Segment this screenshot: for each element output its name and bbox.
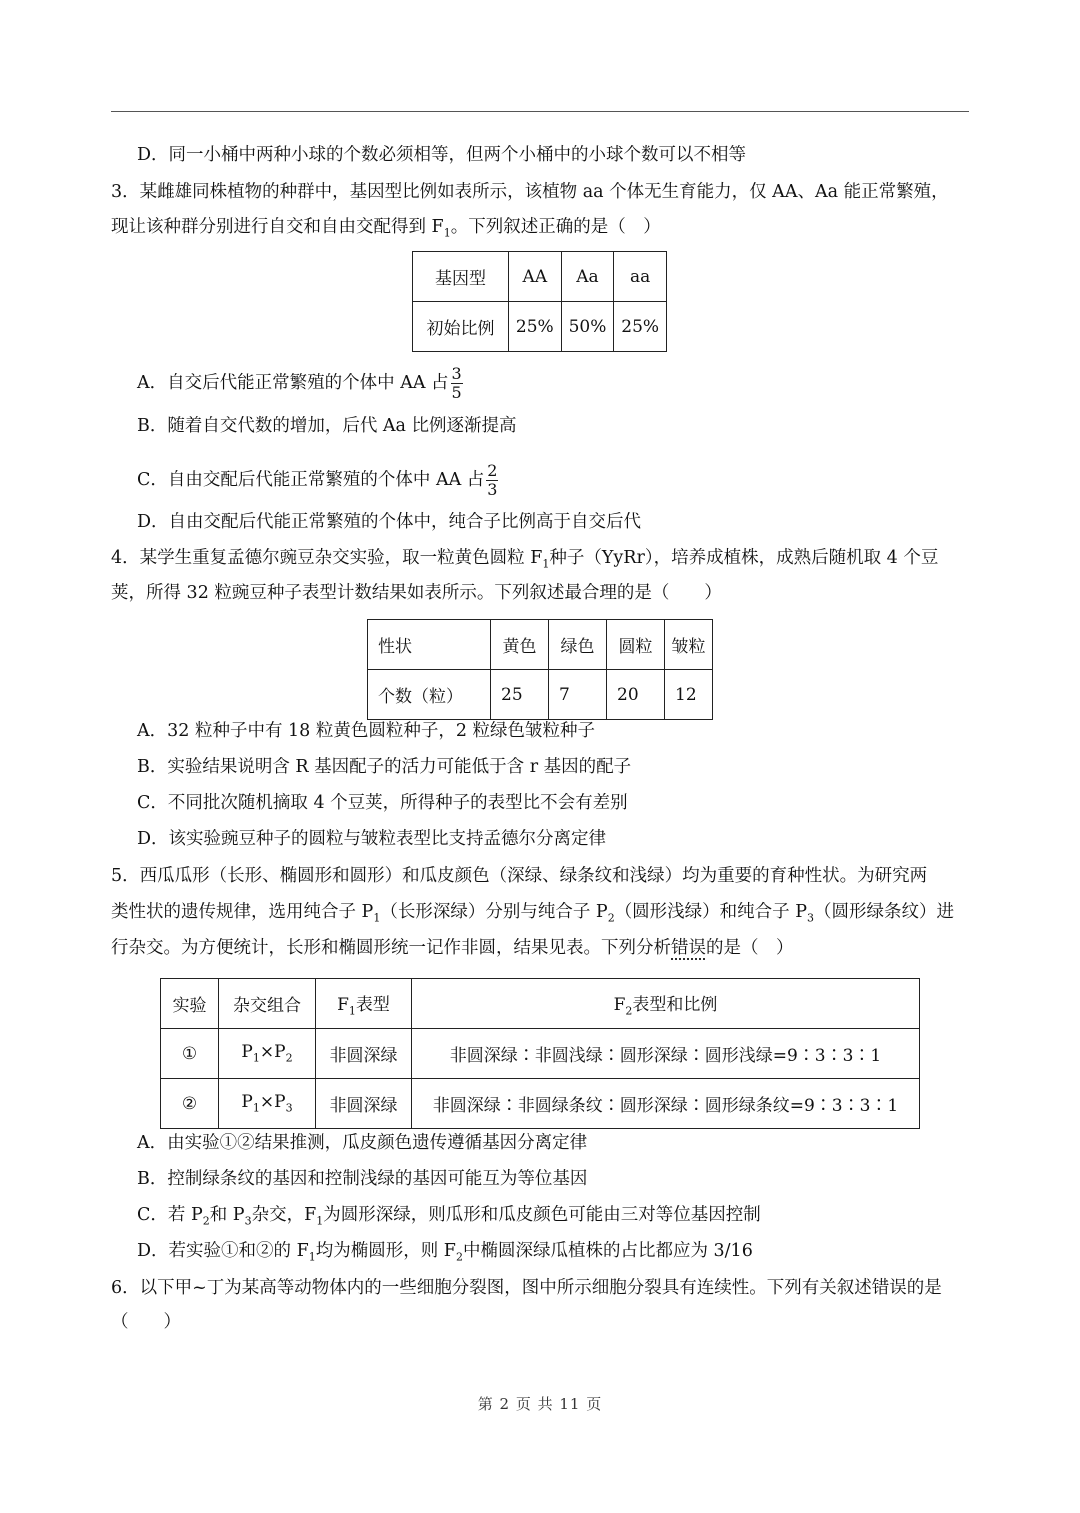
q5-r2-f1: 非圆深绿 — [316, 1079, 412, 1129]
q4-th-wrinkled: 皱粒 — [665, 620, 713, 670]
emphasis-wrong: 错误 — [671, 938, 706, 958]
q5-r1-f2: 非圆深绿∶非圆浅绿∶圆形深绿∶圆形浅绿=9∶3∶3∶1 — [412, 1029, 920, 1079]
q3-th-AA: AA — [509, 252, 562, 302]
header-rule — [111, 111, 969, 112]
q4-th-round: 圆粒 — [607, 620, 665, 670]
q5-th-f1: $F_1$表型 — [316, 979, 412, 1029]
q4-stem-line1: 4．某学生重复孟德尔豌豆杂交实验，取一粒黄色圆粒 $F_1$种子（YyRr），培养成植株，成熟后随机取 4 个豆 — [111, 548, 939, 571]
q3-option-c: C．自由交配后代能正常繁殖的个体中 AA 占 $\frac{2}{3}$ — [137, 461, 498, 499]
q4-th-trait: 性状 — [368, 620, 491, 670]
q5-option-a: A．由实验①②结果推测，瓜皮颜色遗传遵循基因分离定律 — [137, 1133, 588, 1153]
q5-option-b: B．控制绿条纹的基因和控制浅绿的基因可能互为等位基因 — [137, 1169, 588, 1189]
q4-th-yellow: 黄色 — [491, 620, 549, 670]
q3-stem-line1: 3．某雌雄同株植物的种群中，基因型比例如表所示，该植物 aa 个体无生育能力，仅 AA、Aa 能正常繁殖， — [111, 182, 949, 202]
q3-option-d: D．自由交配后代能正常繁殖的个体中，纯合子比例高于自交后代 — [137, 512, 642, 532]
q4-option-d: D．该实验豌豆种子的圆粒与皱粒表型比支持孟德尔分离定律 — [137, 829, 607, 849]
q3-td-aa: 25% — [614, 302, 667, 352]
q5-stem-line2: 类性状的遗传规律，选用纯合子 $P_1$（长形深绿）分别与纯合子 $P_2$（圆形浅绿）和纯合子 $P_3$（圆形绿条纹）进 — [111, 902, 955, 925]
q4-th-green: 绿色 — [549, 620, 607, 670]
q5-r1-cross: $P_1\times P_2$ — [219, 1029, 316, 1079]
q3-td-label: 初始比例 — [413, 302, 509, 352]
q3-option-a: A．自交后代能正常繁殖的个体中 AA 占 $\frac{3}{5}$ — [137, 364, 462, 402]
page-footer: 第 2 页 共 11 页 — [477, 1395, 603, 1413]
q5-option-c: C．若 $P_2$和 $P_3$杂交，$F_1$为圆形深绿，则瓜形和瓜皮颜色可能由三对等位基因控制 — [137, 1205, 761, 1228]
q3-option-b: B．随着自交代数的增加，后代 Aa 比例逐渐提高 — [137, 416, 517, 436]
q5-th-exp: 实验 — [161, 979, 219, 1029]
q3-td-AA: 25% — [509, 302, 562, 352]
q4-trait-table — [367, 619, 713, 720]
q5-r2-exp: ② — [161, 1079, 219, 1129]
q5-r1-f1: 非圆深绿 — [316, 1029, 412, 1079]
q5-th-cross: 杂交组合 — [219, 979, 316, 1029]
q4-option-a: A．32 粒种子中有 18 粒黄色圆粒种子，2 粒绿色皱粒种子 — [137, 721, 596, 741]
q4-stem-line2: 荚，所得 32 粒豌豆种子表型计数结果如表所示。下列叙述最合理的是（ ） — [111, 583, 722, 603]
q3-th-genotype: 基因型 — [413, 252, 509, 302]
q4-option-c: C．不同批次随机摘取 4 个豆荚，所得种子的表型比不会有差别 — [137, 793, 628, 813]
q4-td-green: 7 — [549, 670, 607, 720]
q3-genotype-table — [412, 251, 667, 352]
q3-th-aa: aa — [614, 252, 667, 302]
q4-option-b: B．实验结果说明含 R 基因配子的活力可能低于含 r 基因的配子 — [137, 757, 632, 777]
q5-option-d: D．若实验①和②的 $F_1$均为椭圆形，则 $F_2$中椭圆深绿瓜植株的占比都应为 3/16 — [137, 1241, 753, 1264]
q5-stem-line1: 5．西瓜瓜形（长形、椭圆形和圆形）和瓜皮颜色（深绿、绿条纹和浅绿）均为重要的育种性状。为研究两 — [111, 866, 928, 886]
fraction: $\frac{2}{3}$ — [487, 461, 498, 499]
q4-td-round: 20 — [607, 670, 665, 720]
q3-stem-line2: 现让该种群分别进行自交和自由交配得到 $F_1$。下列叙述正确的是（ ） — [111, 217, 661, 240]
q5-r1-exp: ① — [161, 1029, 219, 1079]
q2-option-d: D．同一小桶中两种小球的个数必须相等，但两个小桶中的小球个数可以不相等 — [137, 145, 747, 165]
q5-stem-line3: 行杂交。为方便统计，长形和椭圆形统一记作非圆，结果见表。下列分析错误的是（ ） — [111, 938, 794, 958]
q6-stem-line2: （ ） — [111, 1312, 181, 1332]
q4-td-yellow: 25 — [491, 670, 549, 720]
q4-td-label: 个数（粒） — [368, 670, 491, 720]
q5-th-f2: $F_2$表型和比例 — [412, 979, 920, 1029]
q5-experiment-table — [160, 978, 920, 1129]
q3-th-Aa: Aa — [561, 252, 614, 302]
q5-r2-f2: 非圆深绿∶非圆绿条纹∶圆形深绿∶圆形绿条纹=9∶3∶3∶1 — [412, 1079, 920, 1129]
fraction: $\frac{3}{5}$ — [451, 364, 462, 402]
q3-td-Aa: 50% — [561, 302, 614, 352]
q4-td-wrinkled: 12 — [665, 670, 713, 720]
q5-r2-cross: $P_1\times P_3$ — [219, 1079, 316, 1129]
q6-stem-line1: 6．以下甲~丁为某高等动物体内的一些细胞分裂图，图中所示细胞分裂具有连续性。下列有关叙述错误的是 — [111, 1278, 942, 1298]
